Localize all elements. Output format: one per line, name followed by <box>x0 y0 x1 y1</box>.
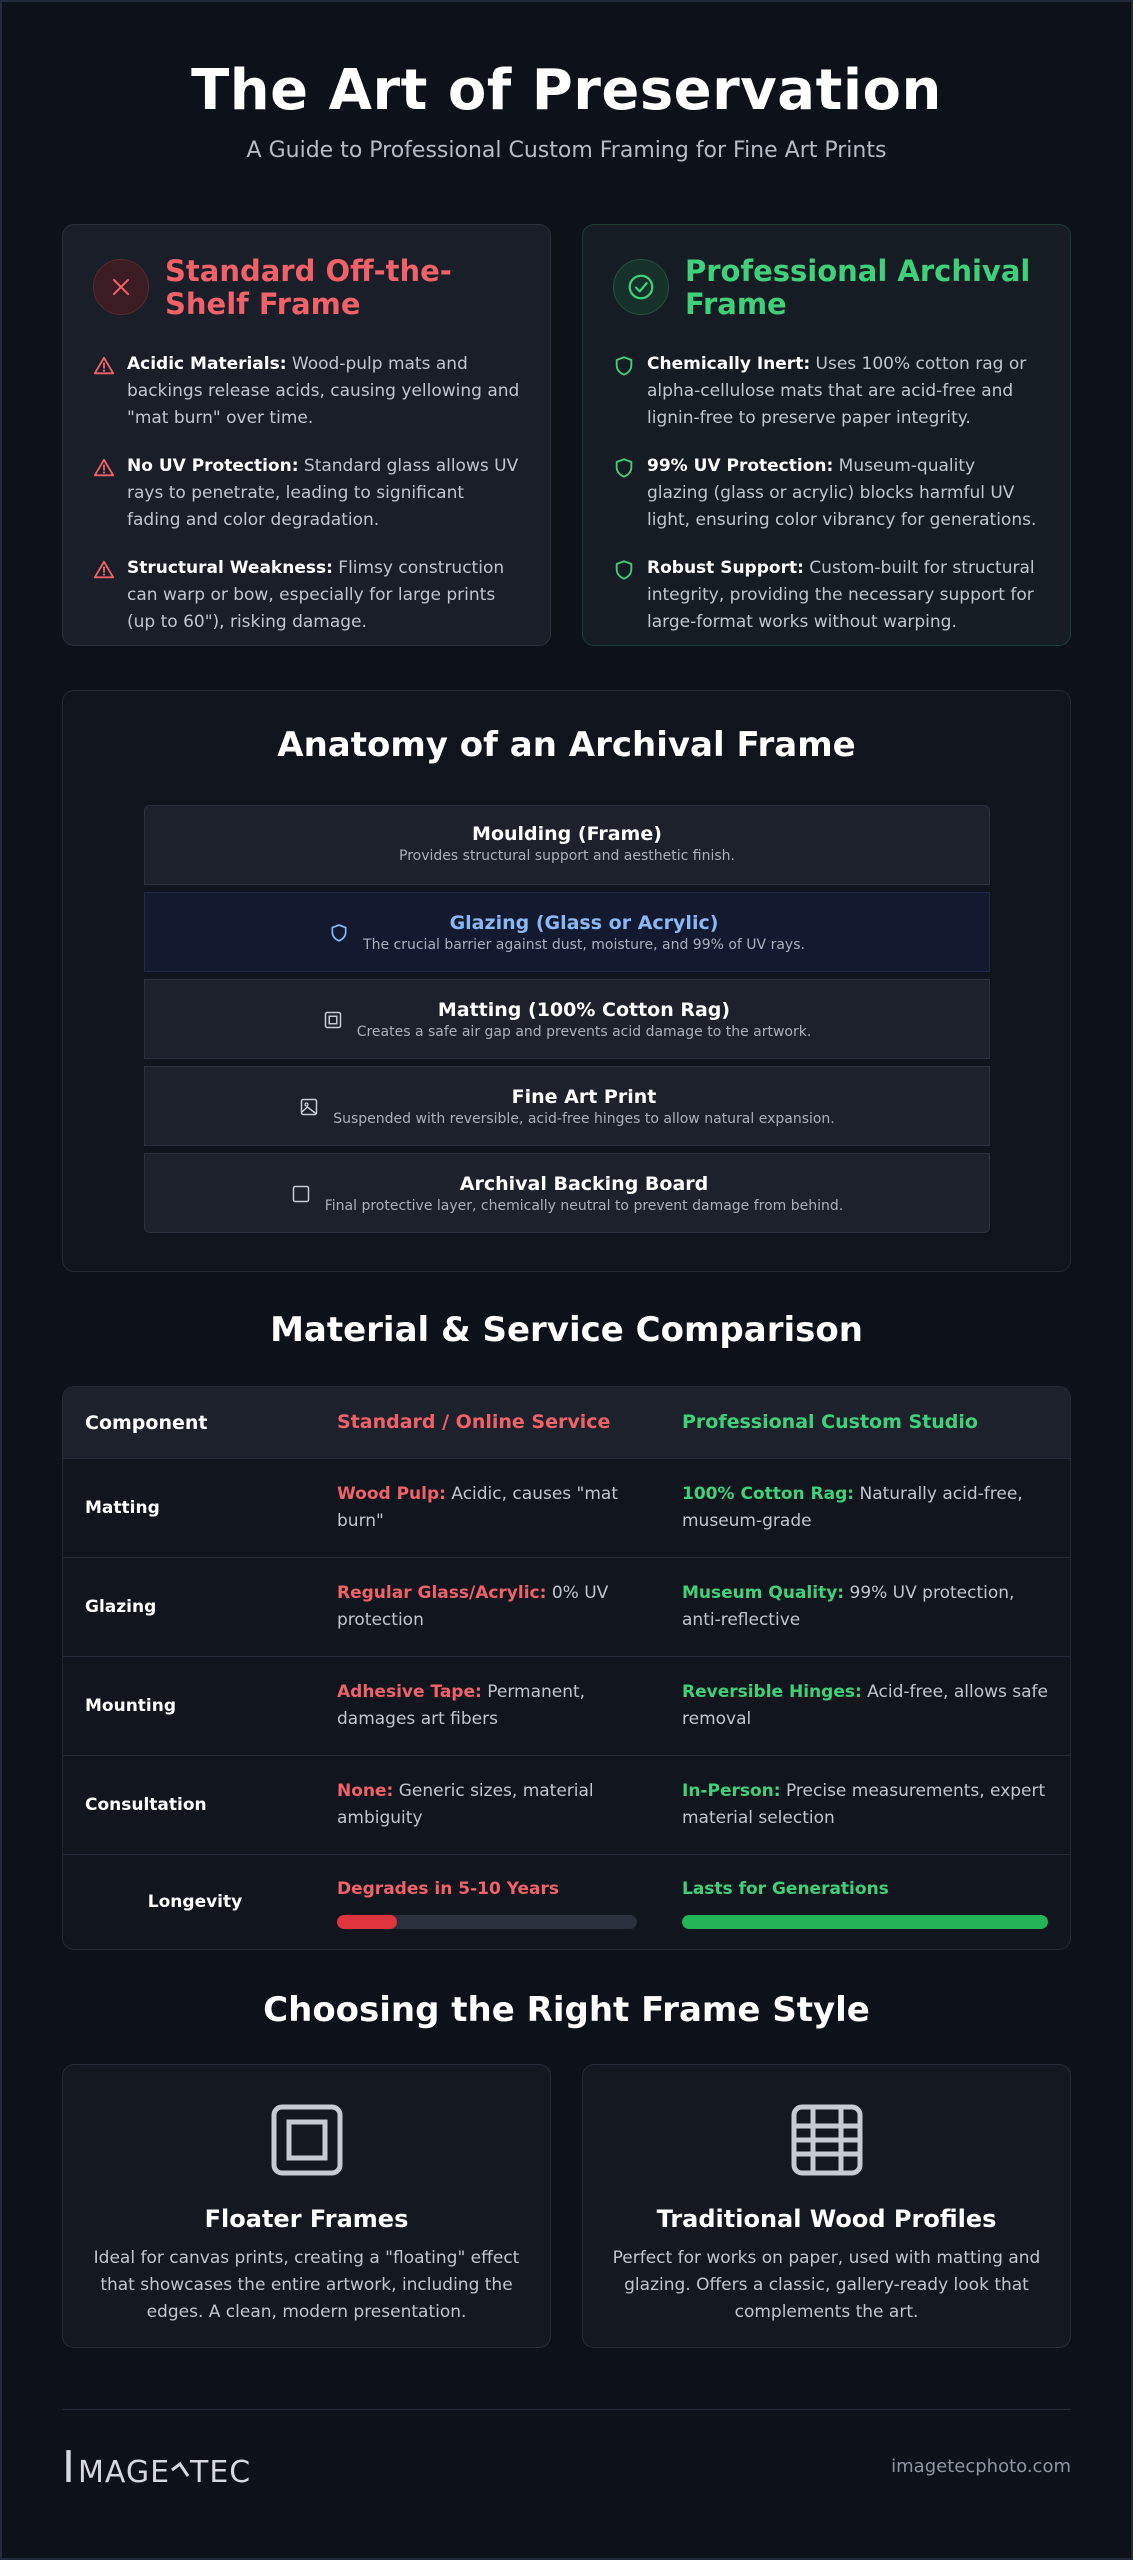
frame-anatomy <box>62 690 1071 1272</box>
table-row <box>63 1557 1070 1656</box>
component-cell: Matting <box>85 1498 160 1518</box>
layer-desc: The crucial barrier against dust, moisture, and 99% of UV rays. <box>363 937 805 953</box>
svg-text:MAGE: MAGE <box>78 2455 171 2490</box>
warning-icon <box>93 559 115 581</box>
professional-longevity-bar <box>682 1915 1048 1929</box>
standard-frame-card <box>62 224 551 646</box>
professional-longevity-label: Lasts for Generations <box>682 1878 889 1899</box>
column-header: Component <box>85 1411 208 1434</box>
floater-frame-card <box>62 2064 551 2348</box>
comparison-title: Material & Service Comparison <box>270 1310 863 1350</box>
layer-name: Glazing (Glass or Acrylic) <box>449 912 719 934</box>
cell-text: Generic sizes, material ambiguity <box>337 1781 594 1828</box>
shield-icon <box>613 457 635 479</box>
page-subtitle: A Guide to Professional Custom Framing for Fine Art Prints <box>246 138 887 163</box>
cell-label: In-Person: <box>682 1781 781 1801</box>
layer-desc: Creates a safe air gap and prevents acid damage to the artwork. <box>356 1024 812 1040</box>
cell-label: Regular Glass/Acrylic: <box>337 1583 547 1603</box>
item-label: 99% UV Protection: <box>647 456 834 476</box>
professional-cell <box>682 1756 1052 1854</box>
professional-cell <box>682 1657 1052 1755</box>
layer-name: Matting (100% Cotton Rag) <box>437 999 731 1021</box>
square-icon <box>291 1184 311 1204</box>
layer-stack <box>144 805 990 1240</box>
standard-cell <box>337 1558 637 1656</box>
list-item <box>93 555 520 636</box>
cell-text: Permanent, damages art fibers <box>337 1682 586 1729</box>
brand-logo[interactable] <box>62 2440 262 2496</box>
professional-cell <box>682 1459 1052 1557</box>
layer-matting <box>144 979 990 1059</box>
header <box>62 0 1071 163</box>
table-row <box>63 1458 1070 1557</box>
item-label: Chemically Inert: <box>647 354 811 374</box>
component-cell: Longevity <box>147 1892 243 1912</box>
list-item <box>93 453 520 534</box>
list-item <box>613 555 1040 636</box>
layer-desc: Provides structural support and aesthetic finish. <box>399 848 735 864</box>
style-card-title: Floater Frames <box>204 2205 409 2233</box>
professional-longevity-cell <box>682 1855 1052 1949</box>
shield-icon <box>613 355 635 377</box>
svg-text:TEC: TEC <box>190 2455 252 2490</box>
list-item <box>613 453 1040 534</box>
check-circle-icon <box>613 259 669 315</box>
table-row <box>63 1656 1070 1755</box>
cell-text: 99% UV protection, anti-reflective <box>682 1583 1015 1630</box>
x-icon <box>93 259 149 315</box>
wood-profile-card <box>582 2064 1071 2348</box>
archival-frame-list <box>613 351 1040 636</box>
column-header: Standard / Online Service <box>337 1411 611 1433</box>
column-header: Professional Custom Studio <box>682 1411 978 1433</box>
cell-label: Museum Quality: <box>682 1583 845 1603</box>
item-label: No UV Protection: <box>127 456 299 476</box>
svg-text:I: I <box>62 2442 74 2493</box>
cell-label: None: <box>337 1781 394 1801</box>
item-label: Acidic Materials: <box>127 354 287 374</box>
component-cell: Glazing <box>85 1597 157 1617</box>
footer-url[interactable]: imagetecphoto.com <box>891 2456 1071 2477</box>
table-row-longevity <box>63 1854 1070 1949</box>
standard-cell <box>337 1459 637 1557</box>
cell-text: Naturally acid-free, museum-grade <box>682 1484 1023 1531</box>
archival-frame-title: Professional Archival Frame <box>685 254 1031 321</box>
table-row <box>63 1755 1070 1854</box>
layer-moulding <box>144 805 990 885</box>
layer-backing <box>144 1153 990 1233</box>
cell-label: Reversible Hinges: <box>682 1682 862 1702</box>
shield-icon <box>329 923 349 943</box>
frame-style-title: Choosing the Right Frame Style <box>263 1990 870 2030</box>
layer-name: Fine Art Print <box>511 1086 657 1108</box>
cell-text: Precise measurements, expert material selection <box>682 1781 1046 1828</box>
item-text: Flimsy construction can warp or bow, especially for large prints (up to 60"), risking damage. <box>127 558 505 632</box>
anatomy-title: Anatomy of an Archival Frame <box>277 725 856 765</box>
footer-divider <box>62 2409 1071 2410</box>
cell-label: Adhesive Tape: <box>337 1682 482 1702</box>
item-text: Museum-quality glazing (glass or acrylic) blocks harmful UV light, ensuring color vibrancy for generations. <box>647 456 1037 530</box>
standard-longevity-bar <box>337 1915 637 1929</box>
item-text: Wood-pulp mats and backings release acids, causing yellowing and "mat burn" over time. <box>127 354 520 428</box>
layer-glazing <box>144 892 990 972</box>
layer-desc: Suspended with reversible, acid-free hinges to allow natural expansion. <box>333 1111 835 1127</box>
cell-text: Acid-free, allows safe removal <box>682 1682 1048 1729</box>
wood-profile-icon <box>790 2103 864 2177</box>
standard-longevity-label: Degrades in 5-10 Years <box>337 1878 559 1899</box>
standard-frame-list <box>93 351 520 636</box>
archival-frame-card <box>582 224 1071 646</box>
cell-text: 0% UV protection <box>337 1583 609 1630</box>
frame-comparison <box>62 224 1071 646</box>
cell-text: Acidic, causes "mat burn" <box>337 1484 619 1531</box>
floater-frame-icon <box>270 2103 344 2177</box>
cell-label: 100% Cotton Rag: <box>682 1484 855 1504</box>
table-header-row <box>63 1387 1070 1458</box>
style-card-desc: Perfect for works on paper, used with matting and glazing. Offers a classic, gallery-ready look that complements the art. <box>612 2248 1041 2322</box>
component-cell: Mounting <box>85 1696 177 1716</box>
item-text: Custom-built for structural integrity, providing the necessary support for large-format works without warping. <box>647 558 1035 632</box>
cell-label: Wood Pulp: <box>337 1484 446 1504</box>
layer-name: Moulding (Frame) <box>472 823 662 845</box>
standard-cell <box>337 1657 637 1755</box>
list-item <box>613 351 1040 432</box>
item-label: Structural Weakness: <box>127 558 333 578</box>
standard-cell <box>337 1756 637 1854</box>
style-card-desc: Ideal for canvas prints, creating a "floating" effect that showcases the entire artwork, including the edges. A clean, modern presentation. <box>93 2248 520 2322</box>
style-card-title: Traditional Wood Profiles <box>656 2205 997 2233</box>
layer-print <box>144 1066 990 1146</box>
page-title: The Art of Preservation <box>191 58 942 123</box>
warning-icon <box>93 355 115 377</box>
professional-cell <box>682 1558 1052 1656</box>
warning-icon <box>93 457 115 479</box>
standard-longevity-fill <box>337 1915 397 1929</box>
item-label: Robust Support: <box>647 558 804 578</box>
shield-icon <box>613 559 635 581</box>
standard-longevity-cell <box>337 1855 637 1949</box>
item-text: Uses 100% cotton rag or alpha-cellulose mats that are acid-free and lignin-free to preserve paper integrity. <box>647 354 1027 428</box>
frame-icon <box>323 1010 343 1030</box>
standard-frame-title: Standard Off-the-Shelf Frame <box>165 254 452 321</box>
professional-longevity-fill <box>682 1915 1048 1929</box>
image-icon <box>299 1097 319 1117</box>
layer-name: Archival Backing Board <box>459 1173 709 1195</box>
infographic <box>62 0 1071 2493</box>
list-item <box>93 351 520 432</box>
comparison-table <box>62 1386 1071 1950</box>
component-cell: Consultation <box>85 1795 207 1815</box>
layer-desc: Final protective layer, chemically neutral to prevent damage from behind. <box>324 1198 844 1214</box>
item-text: Standard glass allows UV rays to penetrate, leading to significant fading and color degradation. <box>127 456 519 530</box>
